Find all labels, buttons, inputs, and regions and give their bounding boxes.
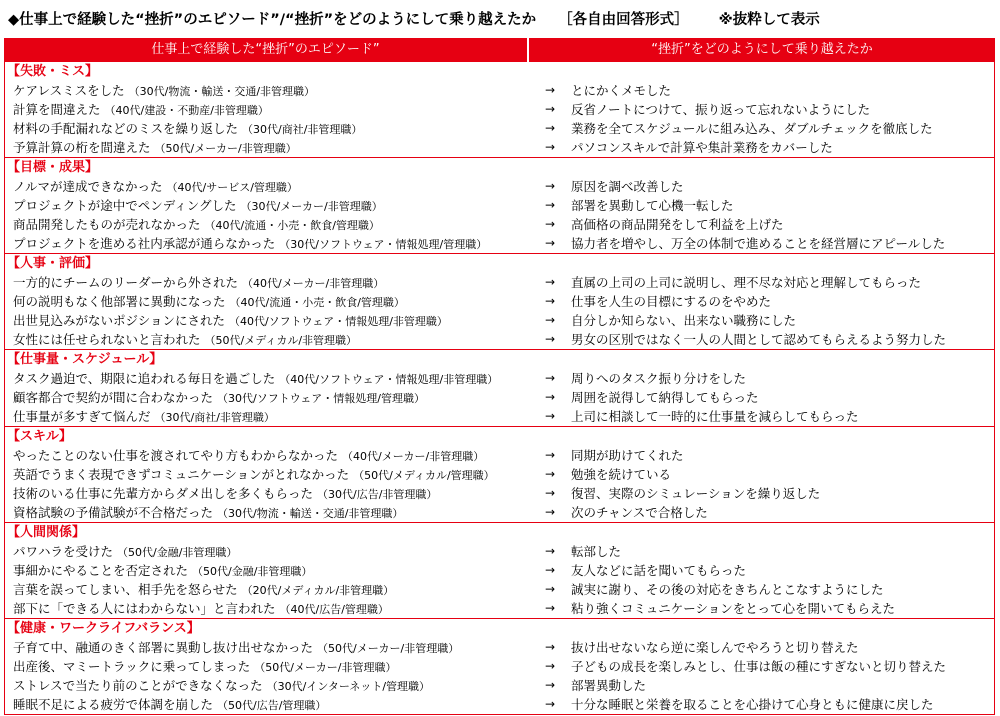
arrow-icon: → [545, 448, 556, 462]
episode-text: 睡眠不足による疲労で体調を崩した [13, 697, 214, 712]
table-row [5, 196, 994, 215]
episode-text: タスク過迫で、期限に追われる毎日を過ごした [13, 371, 276, 386]
episode-cell [13, 119, 362, 139]
table-row [5, 407, 994, 426]
respondent-attribute: （40代/流通・小売・飲食/管理職） [204, 219, 380, 232]
respondent-attribute: （40代/ソフトウェア・情報処理/非管理職） [228, 315, 448, 328]
episode-cell [13, 311, 448, 331]
solution-text: 友人などに話を聞いてもらった [571, 563, 747, 578]
table-row [5, 311, 994, 330]
arrow-icon: → [545, 582, 556, 596]
episode-cell [13, 196, 383, 216]
title-note: ※抜粋して表示 [718, 12, 820, 28]
solution-text: 抜け出せないなら逆に楽しんでやろうと切り替えた [571, 640, 859, 655]
episode-text: 事細かにやることを否定された [13, 563, 189, 578]
table-row [5, 177, 994, 196]
table-row [5, 330, 994, 349]
episode-text: 部下に「できる人にはわからない」と言われた [13, 601, 276, 616]
respondent-attribute: （50代/広告/管理職） [217, 699, 327, 712]
arrow-icon: → [545, 601, 556, 615]
category-section [4, 427, 995, 523]
table-header [4, 38, 995, 62]
arrow-icon: → [545, 678, 556, 692]
category-label: 【スキル】 [7, 429, 72, 444]
arrow-icon: → [545, 409, 556, 423]
solution-text: 自分しか知らない、出来ない職務にした [571, 313, 797, 328]
table-row [5, 215, 994, 234]
episode-text: 英語でうまく表現できずコミュニケーションがとれなかった [13, 467, 350, 482]
respondent-attribute: （30代/ソフトウェア・情報処理/管理職） [217, 392, 425, 405]
episode-text: 計算を間違えた [13, 102, 101, 117]
solution-text: 高価格の商品開発をして利益を上げた [571, 217, 784, 232]
arrow-icon: → [545, 294, 556, 308]
table-row [5, 676, 994, 695]
category-section [4, 254, 995, 350]
table-row [5, 599, 994, 618]
episode-text: ケアレスミスをした [13, 83, 125, 98]
episode-text: 予算計算の桁を間違えた [13, 140, 151, 155]
solution-text: 協力者を増やし、万全の体制で進めることを経営層にアピールした [571, 236, 946, 251]
solution-text: 復習、実際のシミュレーションを繰り返した [571, 486, 821, 501]
solution-text: 誠実に謝り、その後の対応をきちんとこなすようにした [571, 582, 884, 597]
episode-text: パワハラを受けた [13, 544, 114, 559]
table-row [5, 446, 994, 465]
page-title [8, 6, 820, 34]
episode-text: 言葉を誤ってしまい、相手先を怒らせた [13, 582, 238, 597]
respondent-attribute: （30代/広告/非管理職） [317, 488, 438, 501]
respondent-attribute: （50代/金融/非管理職） [117, 546, 238, 559]
respondent-attribute: （30代/物流・輸送・交通/非管理職） [128, 85, 316, 98]
episode-cell [13, 638, 459, 658]
solution-text: 転部した [571, 544, 622, 559]
solution-text: 部署異動した [571, 678, 647, 693]
episode-cell [13, 407, 275, 427]
solution-text: 部署を異動して心機一転した [571, 198, 734, 213]
category-label: 【人間関係】 [7, 525, 86, 540]
respondent-attribute: （30代/商社/非管理職） [242, 123, 363, 136]
category-section [4, 350, 995, 427]
solution-text: 次のチャンスで合格した [571, 505, 708, 520]
episode-table [4, 38, 995, 715]
arrow-icon: → [545, 198, 556, 212]
solution-text: 周りへのタスク振り分けをした [571, 371, 747, 386]
table-row [5, 484, 994, 503]
solution-text: 反省ノートにつけて、振り返って忘れないようにした [571, 102, 871, 117]
solution-text: とにかくメモした [571, 83, 672, 98]
episode-text: 子育て中、融通のきく部署に異動し抜け出せなかった [13, 640, 314, 655]
episode-cell [13, 657, 396, 677]
arrow-icon: → [545, 236, 556, 250]
arrow-icon: → [545, 217, 556, 231]
episode-cell [13, 695, 326, 715]
respondent-attribute: （40代/メーカー/非管理職） [342, 450, 485, 463]
episode-text: プロジェクトを進める社内承認が通らなかった [13, 236, 276, 251]
respondent-attribute: （50代/メディカル/非管理職） [204, 334, 358, 347]
respondent-attribute: （30代/インターネット/管理職） [266, 680, 431, 693]
solution-text: 上司に相談して一時的に仕事量を減らしてもらった [571, 409, 859, 424]
table-row [5, 100, 994, 119]
episode-cell [13, 215, 380, 235]
solution-text: 仕事を人生の目標にするのをやめた [571, 294, 772, 309]
table-row [5, 561, 994, 580]
episode-cell [13, 388, 425, 408]
table-row [5, 369, 994, 388]
arrow-icon: → [545, 140, 556, 154]
episode-cell [13, 330, 357, 350]
episode-cell [13, 676, 430, 696]
arrow-icon: → [545, 371, 556, 385]
respondent-attribute: （30代/メーカー/非管理職） [240, 200, 383, 213]
episode-text: ノルマが達成できなかった [13, 179, 163, 194]
episode-text: 商品開発したものが売れなかった [13, 217, 201, 232]
arrow-icon: → [545, 563, 556, 577]
arrow-icon: → [545, 83, 556, 97]
table-row [5, 657, 994, 676]
episode-text: 何の説明もなく他部署に異動になった [13, 294, 226, 309]
arrow-icon: → [545, 505, 556, 519]
episode-cell [13, 542, 237, 562]
category-label: 【人事・評価】 [7, 256, 99, 271]
episode-cell [13, 561, 312, 581]
episode-text: 出世見込みがないポジションにされた [13, 313, 225, 328]
arrow-icon: → [545, 697, 556, 711]
category-section [4, 523, 995, 619]
respondent-attribute: （40代/流通・小売・飲食/管理職） [229, 296, 405, 309]
category-section [4, 619, 995, 715]
episode-cell [13, 177, 298, 197]
respondent-attribute: （30代/商社/非管理職） [154, 411, 275, 424]
category-section [4, 62, 995, 158]
arrow-icon: → [545, 313, 556, 327]
category-label: 【目標・成果】 [7, 160, 99, 175]
solution-text: 子どもの成長を楽しみとし、仕事は飯の種にすぎないと切り替えた [571, 659, 947, 674]
header-episode: 仕事上で経験した“挫折”のエピソード” [4, 38, 529, 62]
episode-cell [13, 599, 389, 619]
solution-text: 十分な睡眠と栄養を取ることを心掛けて心身ともに健康に戻した [571, 697, 934, 712]
respondent-attribute: （40代/サービス/管理職） [166, 181, 298, 194]
solution-text: パソコンスキルで計算や集計業務をカバーした [571, 140, 833, 155]
episode-text: 出産後、マミートラックに乗ってしまった [13, 659, 251, 674]
respondent-attribute: （20代/メディカル/非管理職） [241, 584, 395, 597]
solution-text: 業務を全てスケジュールに組み込み、ダブルチェックを徹底した [571, 121, 933, 136]
respondent-attribute: （30代/物流・輸送・交通/非管理職） [217, 507, 404, 520]
arrow-icon: → [545, 467, 556, 481]
episode-text: ストレスで当たり前のことができなくなった [13, 678, 263, 693]
table-row [5, 119, 994, 138]
solution-text: 勉強を続けている [571, 467, 672, 482]
episode-text: 女性には任せられないと言われた [13, 332, 201, 347]
category-section [4, 158, 995, 254]
solution-text: 周囲を説得して納得してもらった [571, 390, 759, 405]
respondent-attribute: （30代/ソフトウェア・情報処理/管理職） [279, 238, 488, 251]
category-label: 【健康・ワークライフバランス】 [7, 621, 200, 636]
episode-cell [13, 292, 405, 312]
episode-cell [13, 138, 297, 158]
episode-text: 資格試験の予備試験が不合格だった [13, 505, 214, 520]
table-row [5, 388, 994, 407]
episode-cell [13, 81, 315, 101]
table-row [5, 695, 994, 714]
solution-text: 粘り強くコミュニケーションをとって心を開いてもらえた [571, 601, 896, 616]
episode-text: 仕事量が多すぎて悩んだ [13, 409, 151, 424]
arrow-icon: → [545, 486, 556, 500]
respondent-attribute: （50代/メディカル/管理職） [353, 469, 495, 482]
episode-cell [13, 484, 437, 504]
episode-cell [13, 580, 394, 600]
episode-cell [13, 273, 384, 293]
arrow-icon: → [545, 102, 556, 116]
episode-cell [13, 369, 498, 389]
title-main: ◆仕事上で経験した“挫折”のエピソード”/“挫折”をどのようにして乗り越えたか [8, 12, 537, 28]
respondent-attribute: （50代/メーカー/非管理職） [254, 661, 397, 674]
solution-text: 同期が助けてくれた [571, 448, 684, 463]
episode-cell [13, 446, 484, 466]
arrow-icon: → [545, 121, 556, 135]
table-row [5, 465, 994, 484]
table-row [5, 503, 994, 522]
arrow-icon: → [545, 275, 556, 289]
arrow-icon: → [545, 332, 556, 346]
episode-cell [13, 234, 487, 254]
table-row [5, 638, 994, 657]
arrow-icon: → [545, 544, 556, 558]
table-row [5, 580, 994, 599]
respondent-attribute: （40代/ソフトウェア・情報処理/非管理職） [279, 373, 499, 386]
category-label: 【失敗・ミス】 [7, 64, 99, 79]
episode-cell [13, 503, 403, 523]
respondent-attribute: （40代/建設・不動産/非管理職） [104, 104, 269, 117]
respondent-attribute: （50代/金融/非管理職） [192, 565, 313, 578]
respondent-attribute: （50代/メーカー/非管理職） [317, 642, 460, 655]
solution-text: 直属の上司の上司に説明し、理不尽な対応と理解してもらった [571, 275, 922, 290]
respondent-attribute: （40代/広告/管理職） [279, 603, 389, 616]
table-row [5, 273, 994, 292]
solution-text: 原因を調べ改善した [571, 179, 684, 194]
table-row [5, 292, 994, 311]
category-label: 【仕事量・スケジュール】 [7, 352, 163, 367]
arrow-icon: → [545, 179, 556, 193]
episode-text: やったことのない仕事を渡されてやり方もわからなかった [13, 448, 339, 463]
table-row [5, 542, 994, 561]
episode-text: 技術のいる仕事に先輩方からダメ出しを多くもらった [13, 486, 314, 501]
episode-text: 顧客都合で契約が間に合わなかった [13, 390, 214, 405]
episode-text: 一方的にチームのリーダーから外された [13, 275, 239, 290]
episode-text: 材料の手配漏れなどのミスを繰り返した [13, 121, 239, 136]
respondent-attribute: （50代/メーカー/非管理職） [154, 142, 297, 155]
episode-cell [13, 465, 495, 485]
episode-cell [13, 100, 269, 120]
table-row [5, 81, 994, 100]
table-row [5, 138, 994, 157]
header-solution: “挫折”をどのようにして乗り越えたか [651, 42, 873, 57]
table-row [5, 234, 994, 253]
episode-text: プロジェクトが途中でペンディングした [13, 198, 237, 213]
title-format: ［各自由回答形式］ [558, 12, 689, 28]
respondent-attribute: （40代/メーカー/非管理職） [242, 277, 385, 290]
arrow-icon: → [545, 390, 556, 404]
arrow-icon: → [545, 659, 556, 673]
arrow-icon: → [545, 640, 556, 654]
solution-text: 男女の区別ではなく一人の人間として認めてもらえるよう努力した [571, 332, 947, 347]
